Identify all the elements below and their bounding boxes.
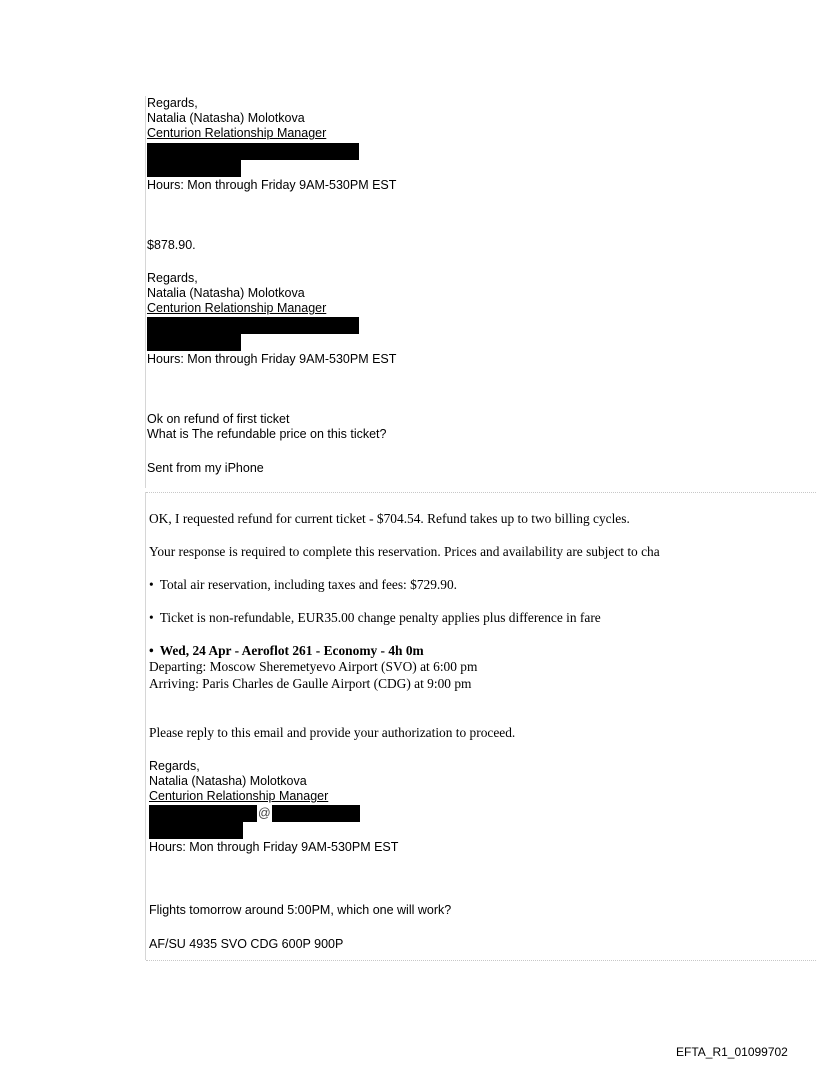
flight-code-line: AF/SU 4935 SVO CDG 600P 900P — [149, 937, 344, 951]
flights-question: Flights tomorrow around 5:00PM, which one will work? — [149, 903, 452, 917]
hours-text: Hours: Mon through Friday 9AM-530PM EST — [147, 178, 397, 192]
hours-text: Hours: Mon through Friday 9AM-530PM EST — [147, 352, 397, 366]
quote-rule-lower — [145, 492, 146, 960]
reply-line: What is The refundable price on this ticket? — [147, 427, 387, 441]
bullet-total: • Total air reservation, including taxes and fees: $729.90. — [149, 578, 457, 591]
redaction-bar — [149, 822, 243, 839]
hours-text: Hours: Mon through Friday 9AM-530PM EST — [149, 840, 399, 854]
regards-text: Regards, — [147, 271, 198, 285]
arriving-line: Arriving: Paris Charles de Gaulle Airport (CDG) at 9:00 pm — [149, 676, 472, 691]
quote-divider-top — [146, 492, 816, 493]
regards-text: Regards, — [147, 96, 198, 110]
quote-divider-bottom — [146, 960, 816, 961]
regards-text: Regards, — [149, 759, 200, 773]
bullet-ticket: • Ticket is non-refundable, EUR35.00 change penalty applies plus difference in fare — [149, 611, 601, 624]
quote-rule-upper — [145, 96, 146, 488]
redaction-bar — [147, 317, 359, 334]
redaction-bar — [147, 160, 241, 177]
amount-text: $878.90. — [147, 238, 196, 252]
refund-line: OK, I requested refund for current ticket - $704.54. Refund takes up to two billing cycles. — [149, 511, 630, 526]
sender-name: Natalia (Natasha) Molotkova — [147, 286, 305, 300]
redaction-bar — [147, 143, 359, 160]
email-at-symbol: @ — [258, 806, 271, 820]
redaction-bar — [147, 334, 241, 351]
please-reply-line: Please reply to this email and provide your authorization to proceed. — [149, 725, 516, 740]
reply-line: Ok on refund of first ticket — [147, 412, 290, 426]
sender-title: Centurion Relationship Manager — [147, 301, 327, 315]
sender-name: Natalia (Natasha) Molotkova — [149, 774, 307, 788]
sent-from-signature: Sent from my iPhone — [147, 461, 264, 475]
redaction-bar — [149, 805, 257, 822]
departing-line: Departing: Moscow Sheremetyevo Airport (SVO) at 6:00 pm — [149, 659, 478, 674]
sender-title: Centurion Relationship Manager — [147, 126, 327, 140]
sender-name: Natalia (Natasha) Molotkova — [147, 111, 305, 125]
sender-title: Centurion Relationship Manager — [149, 789, 329, 803]
document-id: EFTA_R1_01099702 — [676, 1045, 788, 1059]
flight-header: • Wed, 24 Apr - Aeroflot 261 - Economy - 4h 0m — [149, 644, 424, 657]
redaction-bar — [272, 805, 360, 822]
response-required-line: Your response is required to complete this reservation. Prices and availability are subject to cha — [149, 544, 660, 559]
